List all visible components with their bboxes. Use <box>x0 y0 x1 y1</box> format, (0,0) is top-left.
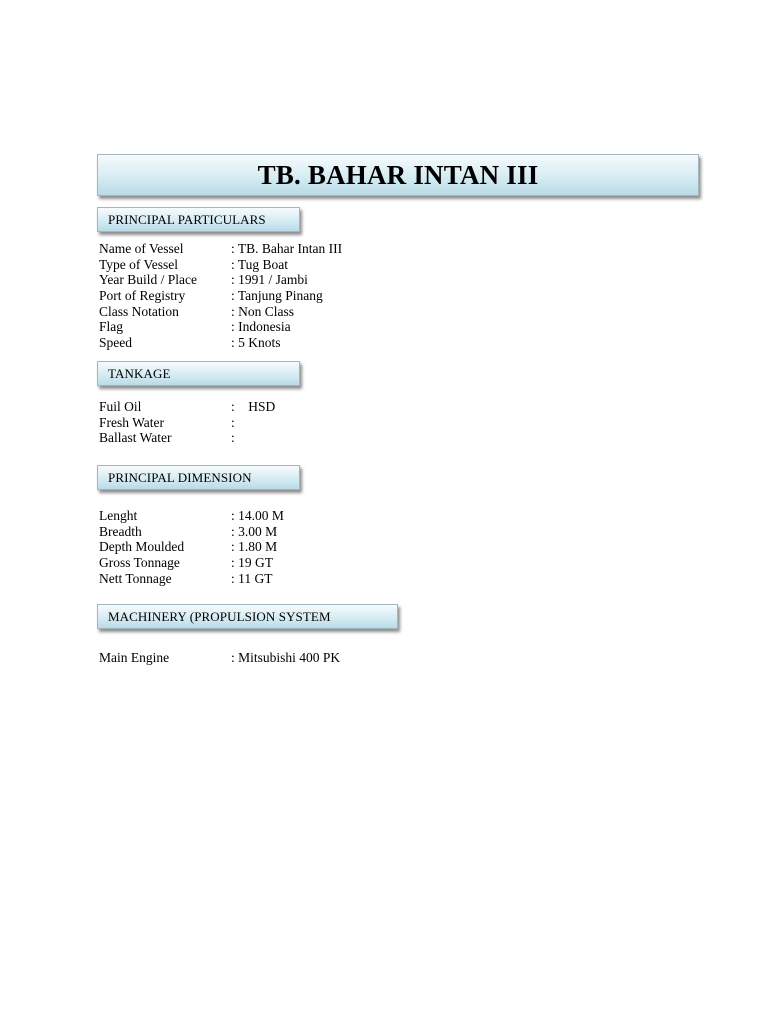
section-heading-tankage: TANKAGE <box>97 361 300 386</box>
section-heading-machinery: MACHINERY (PROPULSION SYSTEM <box>97 604 398 629</box>
vessel-title: TB. BAHAR INTAN III <box>257 159 539 190</box>
vessel-title-banner <box>97 154 699 196</box>
section-heading-principal-particulars: PRINCIPAL PARTICULARS <box>97 207 300 232</box>
section-heading-principal-dimension: PRINCIPAL DIMENSION <box>97 465 300 490</box>
